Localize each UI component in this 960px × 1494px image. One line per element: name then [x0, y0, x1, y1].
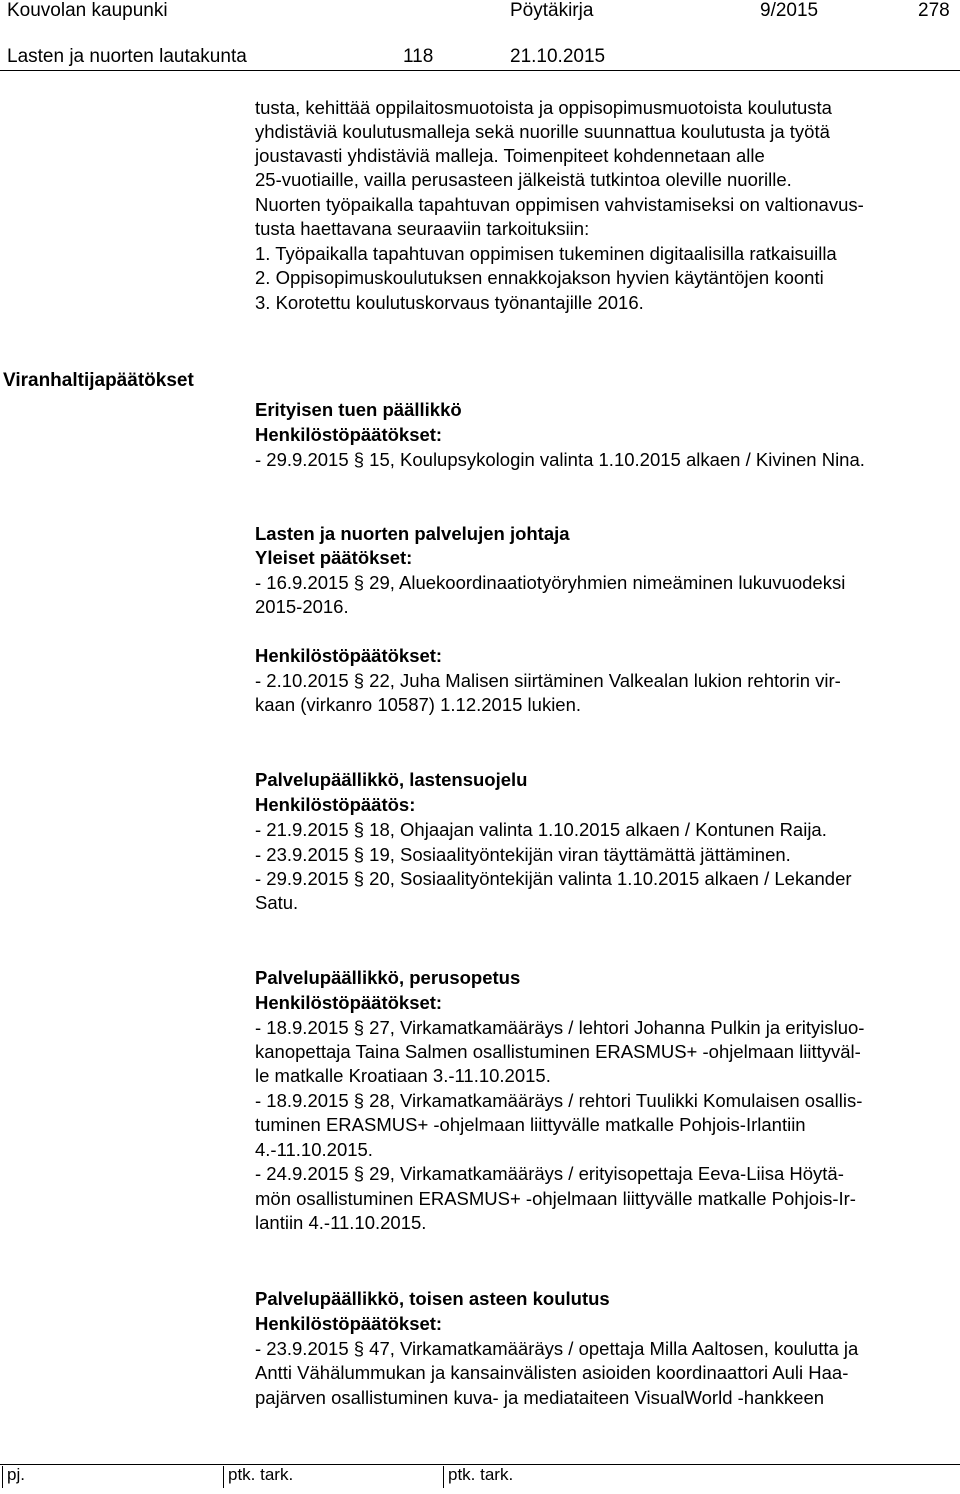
- board-name: Lasten ja nuorten lautakunta: [7, 46, 247, 67]
- section-title: Lasten ja nuorten palvelujen johtaja: [255, 523, 570, 544]
- section-title: Erityisen tuen päällikkö: [255, 399, 462, 420]
- decision-line: kaan (virkanro 10587) 1.12.2015 lukien.: [255, 694, 582, 715]
- section-title: Palvelupäällikkö, perusopetus: [255, 967, 521, 988]
- section-subtitle: Yleiset päätökset:: [255, 547, 413, 568]
- intro-line: joustavasti yhdistäviä malleja. Toimenpiteet kohdennetaan alle: [255, 145, 765, 166]
- decision-line: - 29.9.2015 § 20, Sosiaalityöntekijän valinta 1.10.2015 alkaen / Lekander: [255, 868, 852, 889]
- issue-number: 9/2015: [760, 0, 819, 21]
- decision-line: - 16.9.2015 § 29, Aluekoordinaatiotyöryhmien nimeäminen lukuvuodeksi: [255, 572, 846, 593]
- meeting-date: 21.10.2015: [510, 46, 606, 67]
- decision-line: mön osallistuminen ERASMUS+ -ohjelmaan liittyvälle matkalle Pohjois-Ir-: [255, 1188, 856, 1209]
- footer-check-label: ptk. tark.: [228, 1465, 294, 1484]
- intro-line: tusta, kehittää oppilaitosmuotoista ja oppisopimusmuotoista koulutusta: [255, 97, 832, 118]
- footer-divider: [2, 1466, 3, 1488]
- intro-line: tusta haettavana seuraaviin tarkoituksiin:: [255, 218, 590, 239]
- intro-line: 2. Oppisopimuskoulutuksen ennakkojakson hyvien käytäntöjen koonti: [255, 267, 824, 288]
- footer-divider: [223, 1466, 224, 1488]
- page-number: 278: [918, 0, 950, 21]
- decision-line: - 29.9.2015 § 15, Koulupsykologin valinta 1.10.2015 alkaen / Kivinen Nina.: [255, 449, 865, 470]
- decision-line: lantiin 4.-11.10.2015.: [255, 1212, 427, 1233]
- decision-line: pajärven osallistuminen kuva- ja mediataiteen VisualWorld -hankkeen: [255, 1387, 825, 1408]
- org-name: Kouvolan kaupunki: [7, 0, 168, 21]
- section-title: Palvelupäällikkö, lastensuojelu: [255, 769, 528, 790]
- header-rule: [0, 70, 960, 71]
- document-type: Pöytäkirja: [510, 0, 594, 21]
- footer-check-label: ptk. tark.: [448, 1465, 514, 1484]
- footer-initials-label: pj.: [7, 1465, 25, 1484]
- decision-line: - 18.9.2015 § 27, Virkamatkamääräys / lehtori Johanna Pulkin ja erityisluo-: [255, 1017, 865, 1038]
- section-number: 118: [403, 46, 434, 67]
- decision-line: - 2.10.2015 § 22, Juha Malisen siirtäminen Valkealan lukion rehtorin vir-: [255, 670, 841, 691]
- footer-divider: [443, 1466, 444, 1488]
- section-subtitle: Henkilöstöpäätökset:: [255, 645, 443, 666]
- decision-line: 4.-11.10.2015.: [255, 1139, 373, 1160]
- decision-line: Antti Vähälummukan ja kansainvälisten asioiden koordinaattori Auli Haa-: [255, 1362, 849, 1383]
- decision-line: - 21.9.2015 § 18, Ohjaajan valinta 1.10.2015 alkaen / Kontunen Raija.: [255, 819, 827, 840]
- decision-line: le matkalle Kroatiaan 3.-11.10.2015.: [255, 1065, 551, 1086]
- decision-line: - 23.9.2015 § 47, Virkamatkamääräys / opettaja Milla Aaltosen, koulutta ja: [255, 1338, 859, 1359]
- intro-line: yhdistäviä koulutusmalleja sekä nuorille suunnattua koulutusta ja työtä: [255, 121, 830, 142]
- decision-line: - 24.9.2015 § 29, Virkamatkamääräys / erityisopettaja Eeva-Liisa Höytä-: [255, 1163, 844, 1184]
- intro-line: 25-vuotiaille, vailla perusasteen jälkeistä tutkintoa oleville nuorille.: [255, 169, 792, 190]
- section-subtitle: Henkilöstöpäätös:: [255, 794, 416, 815]
- decision-line: - 18.9.2015 § 28, Virkamatkamääräys / rehtori Tuulikki Komulaisen osallis-: [255, 1090, 863, 1111]
- decision-line: Satu.: [255, 892, 299, 913]
- section-title: Palvelupäällikkö, toisen asteen koulutus: [255, 1288, 610, 1309]
- intro-line: Nuorten työpaikalla tapahtuvan oppimisen vahvistamiseksi on valtionavus-: [255, 194, 864, 215]
- side-heading: Viranhaltijapäätökset: [3, 370, 194, 391]
- section-subtitle: Henkilöstöpäätökset:: [255, 1313, 443, 1334]
- intro-line: 1. Työpaikalla tapahtuvan oppimisen tukeminen digitaalisilla ratkaisuilla: [255, 243, 837, 264]
- decision-line: kanopettaja Taina Salmen osallistuminen ERASMUS+ -ohjelmaan liittyväl-: [255, 1041, 861, 1062]
- decision-line: - 23.9.2015 § 19, Sosiaalityöntekijän viran täyttämättä jättäminen.: [255, 844, 791, 865]
- decision-line: 2015-2016.: [255, 596, 349, 617]
- section-subtitle: Henkilöstöpäätökset:: [255, 424, 443, 445]
- intro-line: 3. Korotettu koulutuskorvaus työnantajille 2016.: [255, 292, 644, 313]
- decision-line: tuminen ERASMUS+ -ohjelmaan liittyvälle matkalle Pohjois-Irlantiin: [255, 1114, 806, 1135]
- section-subtitle: Henkilöstöpäätökset:: [255, 992, 443, 1013]
